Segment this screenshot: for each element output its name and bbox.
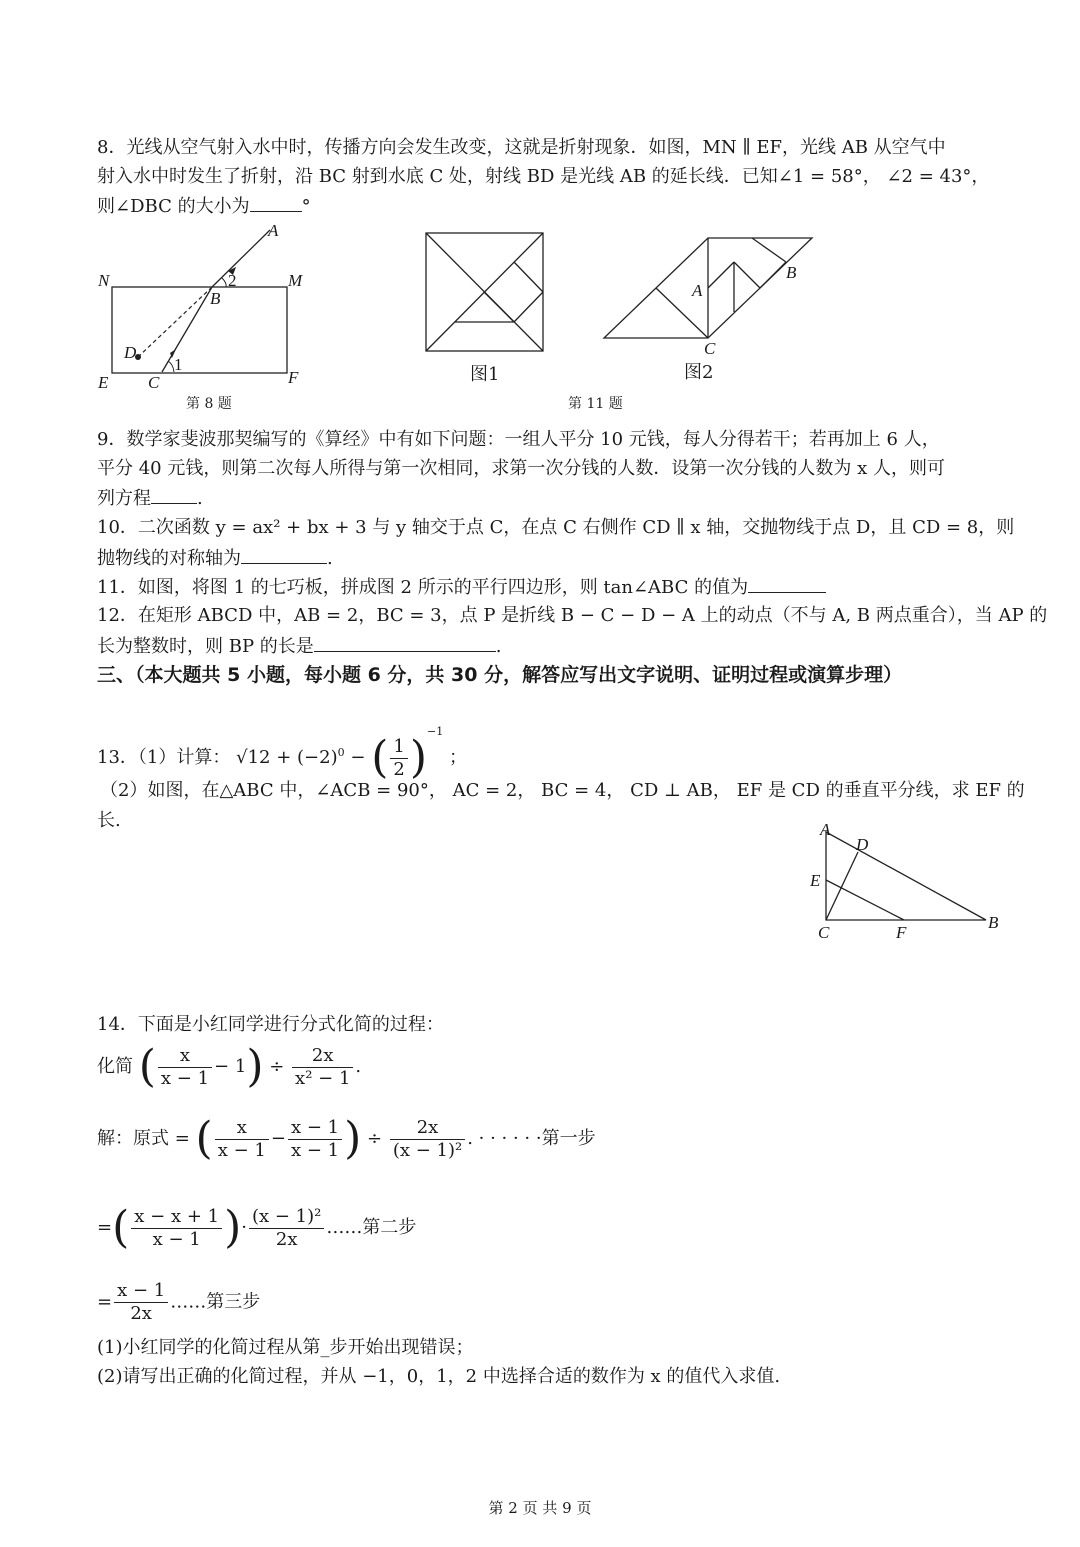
- fraction-x-over-x-1: [158, 1045, 212, 1090]
- label-e: E: [98, 373, 109, 392]
- figure-q13-triangle: [806, 818, 1010, 948]
- label-b: B: [786, 263, 797, 282]
- neg2-base: (−2): [297, 747, 338, 768]
- para-cut-3: [760, 262, 786, 288]
- caption-fig2: 图2: [684, 362, 714, 383]
- step2-dots: ……: [326, 1217, 363, 1238]
- tangram-cut-3: [514, 292, 543, 322]
- q9-period: .: [197, 488, 203, 509]
- q13-part2-line2: 长.: [97, 810, 121, 831]
- q13-part1: [97, 712, 467, 781]
- ray-bc: [162, 287, 212, 372]
- q8-line3: [97, 193, 311, 220]
- fraction-2x-over-x2-1: [292, 1045, 353, 1090]
- q8-line1: 8．光线从空气射入水中时，传播方向会发生改变，这就是折射现象．如图，MN ∥ EF，光线 AB 从空气中: [97, 137, 946, 158]
- right-paren: ): [344, 1113, 362, 1164]
- fraction-a: [215, 1117, 269, 1162]
- para-cut-4: [752, 238, 786, 262]
- answer-blank-q10[interactable]: [241, 545, 327, 564]
- para-cut-2: [734, 262, 760, 288]
- numerator: x: [158, 1045, 212, 1068]
- page-footer: 第 2 页 共 9 页: [488, 1499, 592, 1517]
- right-paren: ): [224, 1202, 242, 1253]
- q9-line3-text: 列方程: [97, 488, 151, 509]
- q13-part2-line1: （2）如图，在△ABC 中，∠ACB = 90°， AC = 2， BC = 4， CD ⊥ AB， EF 是 CD 的垂直平分线，求 EF 的: [100, 780, 1025, 801]
- step2-tag: 第二步: [362, 1217, 417, 1238]
- dot-operator: ·: [241, 1217, 247, 1238]
- label-a: A: [820, 820, 831, 839]
- numerator: x − 1: [114, 1280, 168, 1303]
- q12-period: .: [495, 636, 502, 657]
- q11-text: 11．如图，将图 1 的七巧板，拼成图 2 所示的平行四边形，则 tan∠ABC 的值为: [97, 577, 749, 598]
- label-f: F: [896, 923, 907, 942]
- equals-sign: =: [97, 1291, 113, 1313]
- q14-step2: [97, 1204, 416, 1252]
- segment-ef: [826, 880, 904, 920]
- q12-line1: 12．在矩形 ABCD 中，AB = 2，BC = 3，点 P 是折线 B − C − D − A 上的动点（不与 A, B 两点重合），当 AP 的: [97, 605, 1048, 626]
- answer-blank-q9[interactable]: [151, 485, 197, 504]
- label-f: F: [288, 368, 299, 387]
- label-a: A: [692, 281, 703, 300]
- q10-period: .: [327, 548, 333, 569]
- minus-one: − 1: [214, 1056, 247, 1077]
- numerator: 2x: [390, 1117, 465, 1140]
- label-d: D: [856, 835, 869, 854]
- q14-intro: 14．下面是小红同学进行分式化简的过程：: [97, 1014, 444, 1035]
- exponent-0: 0: [337, 746, 345, 759]
- figure-11-1-tangram: [420, 228, 550, 356]
- right-paren: ): [246, 1041, 264, 1092]
- plus-sign: +: [276, 747, 292, 768]
- label-n: N: [98, 271, 110, 290]
- fraction-b: [249, 1206, 324, 1251]
- q12-line2: [97, 633, 502, 660]
- figure-11-2-parallelogram: [600, 232, 820, 357]
- divide-sign: ÷: [367, 1128, 383, 1149]
- fraction-c: [390, 1117, 465, 1162]
- step3-tag: 第三步: [206, 1291, 261, 1313]
- q14-step3: [97, 1280, 260, 1325]
- q10-line2-text: 抛物线的对称轴为: [97, 548, 241, 569]
- figure-q8: [90, 220, 320, 395]
- segment-cd: [826, 852, 858, 920]
- numerator: x − x + 1: [131, 1206, 222, 1229]
- q10-line2: [97, 545, 333, 572]
- divide-sign: ÷: [269, 1056, 285, 1077]
- denominator: 2x: [130, 1303, 152, 1324]
- label-b: B: [988, 913, 999, 932]
- left-paren: (: [195, 1113, 213, 1164]
- denominator: 2x: [275, 1228, 298, 1250]
- minus-sign: −: [270, 1128, 286, 1149]
- left-paren: (: [112, 1202, 130, 1253]
- label-b: B: [210, 289, 221, 308]
- label-d: D: [124, 343, 137, 362]
- numerator: x − 1: [288, 1117, 342, 1140]
- simplify-label: 化简: [97, 1056, 133, 1077]
- numerator: (x − 1)²: [249, 1206, 324, 1229]
- q14-sub1: (1)小红同学的化简过程从第_步开始出现错误；: [97, 1337, 474, 1358]
- right-paren: ): [409, 732, 427, 783]
- q8-line3-text: 则∠DBC 的大小为: [97, 196, 250, 217]
- denominator: x² − 1: [295, 1067, 351, 1089]
- triangle-abc: [826, 832, 986, 920]
- label-e: E: [810, 871, 821, 890]
- caption-fig1: 图1: [470, 364, 500, 385]
- label-a: A: [268, 221, 279, 240]
- minus-sign: −: [350, 747, 366, 768]
- fraction-half: [390, 736, 407, 781]
- denominator: x − 1: [217, 1139, 266, 1161]
- tangram-cut-1: [514, 262, 543, 292]
- q10-line1: 10．二次函数 y = ax² + bx + 3 与 y 轴交于点 C，在点 C 右侧作 CD ∥ x 轴，交抛物线于点 D，且 CD = 8，则: [97, 517, 1015, 538]
- ray-ab: [212, 230, 270, 287]
- step1-tag: 第一步: [541, 1128, 596, 1149]
- denominator: x − 1: [290, 1139, 340, 1161]
- caption-q8: 第 8 题: [186, 396, 232, 412]
- q14-step1: [97, 1115, 596, 1163]
- q13-semicolon: ；: [448, 747, 467, 768]
- caption-q11: 第 11 题: [568, 396, 623, 412]
- section-3-heading: 三、（本大题共 5 小题，每小题 6 分，共 30 分，解答应写出文字说明、证明过程或演算步理）: [97, 664, 903, 686]
- left-paren: (: [371, 732, 389, 783]
- water-rectangle: [112, 287, 287, 373]
- q14-sub2: (2)请写出正确的化简过程，并从 −1，0，1，2 中选择合适的数作为 x 的值代入求值.: [97, 1366, 781, 1387]
- q8-degree: °: [301, 196, 311, 217]
- exponent-neg1: −1: [426, 725, 444, 738]
- left-paren: (: [138, 1041, 156, 1092]
- q14-expression: [97, 1041, 362, 1092]
- label-c: C: [818, 923, 830, 942]
- ray-bd-dashed: [138, 287, 212, 357]
- numerator: x: [215, 1117, 269, 1140]
- label-c: C: [704, 339, 716, 357]
- denominator: x − 1: [160, 1067, 210, 1089]
- denominator: x − 1: [152, 1228, 201, 1250]
- para-cut-1: [708, 262, 734, 288]
- label-angle-1: 1: [174, 355, 183, 374]
- answer-blank-q8[interactable]: [250, 193, 302, 212]
- numerator: 2x: [292, 1045, 353, 1068]
- fraction-a: [114, 1280, 168, 1325]
- step3-dots: ……: [170, 1291, 207, 1313]
- denominator: (x − 1)²: [392, 1139, 463, 1161]
- q13-part1-prefix: 13．（1）计算：: [97, 747, 231, 768]
- q9-line2: 平分 40 元钱，则第二次每人所得与第一次相同，求第一次分钱的人数．设第一次分钱的人数为 x 人，则可: [97, 458, 945, 479]
- step1-label: 解：原式 =: [97, 1128, 190, 1149]
- tangram-cut-4: [484, 292, 514, 322]
- label-c: C: [148, 373, 160, 392]
- q11-line: [97, 574, 826, 601]
- q9-line3: [97, 485, 203, 512]
- q12-line2-text: 长为整数时，则 BP 的长是: [97, 636, 314, 657]
- equals-sign: =: [97, 1217, 113, 1238]
- answer-blank-q12[interactable]: [314, 633, 496, 652]
- half-numerator: 1: [390, 736, 407, 759]
- label-angle-2: 2: [228, 271, 237, 290]
- label-m: M: [288, 271, 303, 290]
- q9-line1: 9．数学家斐波那契编写的《算经》中有如下问题：一组人平分 10 元钱，每人分得若干；若再加上 6 人，: [97, 429, 940, 450]
- angle-2-arc: [222, 278, 226, 287]
- q8-line2: 射入水中时发生了折射，沿 BC 射到水底 C 处，射线 BD 是光线 AB 的延长线．已知∠1 = 58°， ∠2 = 43°，: [97, 166, 990, 187]
- half-denominator: 2: [393, 758, 405, 780]
- fraction-b: [288, 1117, 342, 1162]
- sqrt-12: √12: [236, 747, 271, 768]
- fraction-a: [131, 1206, 222, 1251]
- step1-dots: . · · · · · ·: [467, 1128, 542, 1149]
- answer-blank-q11[interactable]: [748, 574, 826, 593]
- period: .: [355, 1056, 362, 1077]
